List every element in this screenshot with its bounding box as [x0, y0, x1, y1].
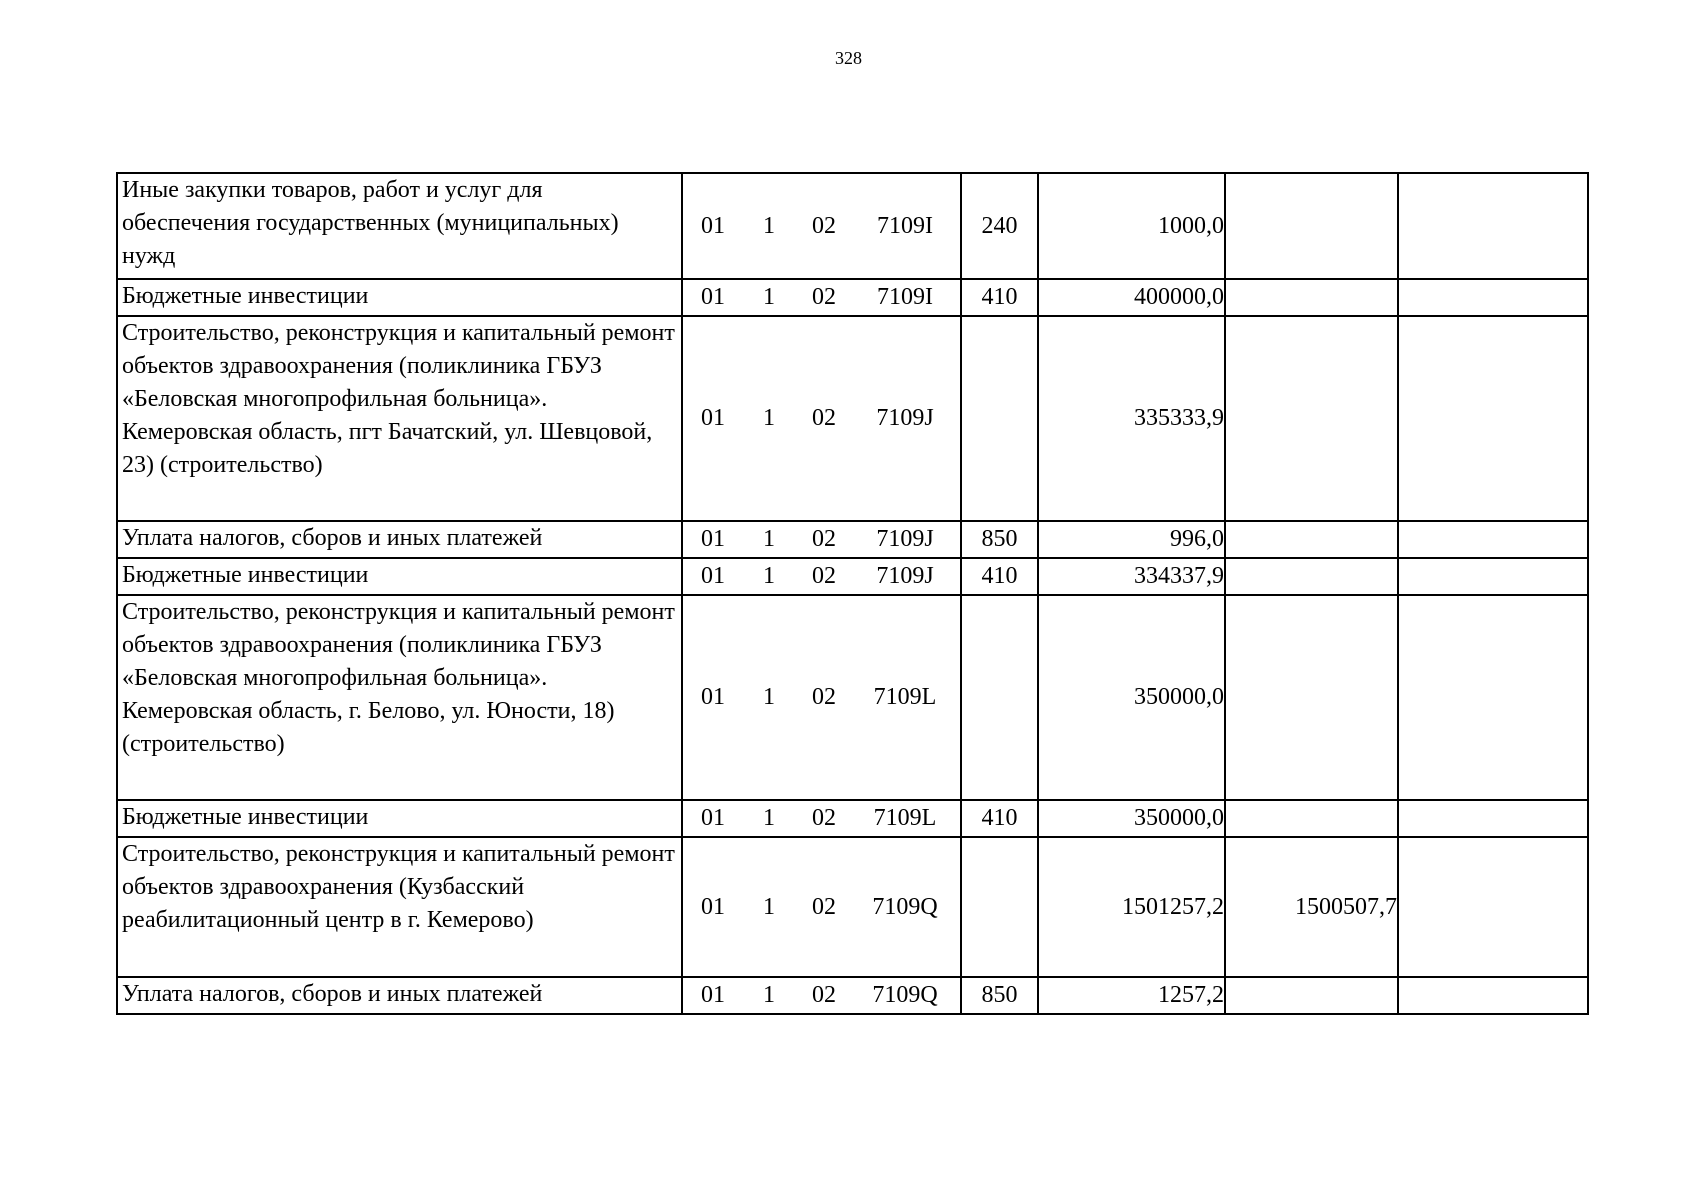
- table-row: [117, 316, 1588, 521]
- code-direction: 7109I: [877, 284, 933, 310]
- table-row: [117, 800, 1588, 837]
- expense-type: 240: [961, 173, 1038, 279]
- sum-cell-2: [1225, 173, 1398, 279]
- table-row: [117, 595, 1588, 800]
- code-program: 01: [701, 526, 725, 552]
- row-codes: [682, 800, 961, 837]
- code-direction: 7109J: [876, 405, 934, 431]
- sum-cell-3: [1398, 837, 1588, 977]
- code-direction: 7109L: [873, 805, 937, 831]
- table-row: [117, 837, 1588, 977]
- row-codes: [682, 316, 961, 521]
- row-codes: [682, 279, 961, 316]
- sum-cell-3: [1398, 279, 1588, 316]
- code-measure: 02: [812, 526, 836, 552]
- row-name: Бюджетные инвестиции: [117, 279, 682, 316]
- sum-cell-3: [1398, 558, 1588, 595]
- sum-cell-2: [1225, 558, 1398, 595]
- code-subprogram: 1: [763, 982, 775, 1008]
- code-measure: 02: [812, 684, 836, 710]
- sum-cell: 334337,9: [1038, 558, 1225, 595]
- row-name: Уплата налогов, сборов и иных платежей: [117, 977, 682, 1014]
- sum-cell-2: [1225, 521, 1398, 558]
- code-program: 01: [701, 405, 725, 431]
- row-codes: [682, 837, 961, 977]
- code-program: 01: [701, 212, 725, 239]
- table-row: [117, 521, 1588, 558]
- code-subprogram: 1: [763, 893, 775, 920]
- code-measure: 02: [812, 212, 836, 239]
- code-measure: 02: [812, 405, 836, 431]
- sum-cell-2: [1225, 800, 1398, 837]
- expense-type: 410: [961, 800, 1038, 837]
- row-codes: [682, 521, 961, 558]
- table-row: [117, 173, 1588, 279]
- row-name: Иные закупки товаров, работ и услуг для обеспечения государственных (муниципальных) нужд: [117, 173, 682, 279]
- expense-type: 410: [961, 558, 1038, 595]
- expense-type: [961, 595, 1038, 800]
- sum-cell: 400000,0: [1038, 279, 1225, 316]
- sum-cell-3: [1398, 521, 1588, 558]
- sum-cell: 335333,9: [1038, 316, 1225, 521]
- row-name: Строительство, реконструкция и капитальный ремонт объектов здравоохранения (Кузбасский реабилитационный центр в г. Кемерово): [117, 837, 682, 977]
- row-name: Строительство, реконструкция и капитальный ремонт объектов здравоохранения (поликлиника ГБУЗ «Беловская многопрофильная больница». Кемеровская область, пгт Бачатский, ул. Шевцовой, 23) (строительство): [117, 316, 682, 521]
- row-name: Бюджетные инвестиции: [117, 558, 682, 595]
- sum-cell-2: 1500507,7: [1225, 837, 1398, 977]
- code-subprogram: 1: [763, 212, 775, 239]
- sum-cell: 1257,2: [1038, 977, 1225, 1014]
- table-row: [117, 977, 1588, 1014]
- table-body: [117, 173, 1588, 1014]
- expense-type: [961, 837, 1038, 977]
- code-program: 01: [701, 284, 725, 310]
- code-direction: 7109L: [873, 684, 937, 710]
- row-codes: [682, 977, 961, 1014]
- sum-cell: 350000,0: [1038, 800, 1225, 837]
- expense-type: [961, 316, 1038, 521]
- sum-cell: 350000,0: [1038, 595, 1225, 800]
- code-subprogram: 1: [763, 284, 775, 310]
- sum-cell: 1000,0: [1038, 173, 1225, 279]
- sum-cell: 1501257,2: [1038, 837, 1225, 977]
- row-name: Уплата налогов, сборов и иных платежей: [117, 521, 682, 558]
- sum-cell-3: [1398, 800, 1588, 837]
- budget-table: [116, 172, 1589, 1015]
- row-name: Бюджетные инвестиции: [117, 800, 682, 837]
- expense-type: 410: [961, 279, 1038, 316]
- code-measure: 02: [812, 805, 836, 831]
- page-number: 328: [835, 48, 862, 68]
- expense-type: 850: [961, 521, 1038, 558]
- expense-type: 850: [961, 977, 1038, 1014]
- code-subprogram: 1: [763, 526, 775, 552]
- code-direction: 7109Q: [872, 982, 938, 1008]
- code-measure: 02: [812, 563, 836, 589]
- code-program: 01: [701, 563, 725, 589]
- code-subprogram: 1: [763, 684, 775, 710]
- sum-cell-2: [1225, 977, 1398, 1014]
- code-measure: 02: [812, 893, 836, 920]
- code-direction: 7109J: [876, 563, 934, 589]
- code-program: 01: [701, 982, 725, 1008]
- sum-cell-3: [1398, 977, 1588, 1014]
- code-direction: 7109I: [877, 212, 933, 239]
- sum-cell: 996,0: [1038, 521, 1225, 558]
- code-direction: 7109Q: [872, 893, 938, 920]
- row-codes: [682, 558, 961, 595]
- sum-cell-3: [1398, 173, 1588, 279]
- code-measure: 02: [812, 284, 836, 310]
- table-row: [117, 279, 1588, 316]
- code-subprogram: 1: [763, 805, 775, 831]
- code-program: 01: [701, 893, 725, 920]
- code-subprogram: 1: [763, 405, 775, 431]
- row-name: Строительство, реконструкция и капитальный ремонт объектов здравоохранения (поликлиника ГБУЗ «Беловская многопрофильная больница». Кемеровская область, г. Белово, ул. Юности, 18) (строительство): [117, 595, 682, 800]
- table-row: [117, 558, 1588, 595]
- code-direction: 7109J: [876, 526, 934, 552]
- sum-cell-3: [1398, 595, 1588, 800]
- sum-cell-2: [1225, 595, 1398, 800]
- row-codes: [682, 595, 961, 800]
- code-program: 01: [701, 805, 725, 831]
- code-subprogram: 1: [763, 563, 775, 589]
- row-codes: [682, 173, 961, 279]
- code-program: 01: [701, 684, 725, 710]
- sum-cell-2: [1225, 316, 1398, 521]
- sum-cell-3: [1398, 316, 1588, 521]
- code-measure: 02: [812, 982, 836, 1008]
- sum-cell-2: [1225, 279, 1398, 316]
